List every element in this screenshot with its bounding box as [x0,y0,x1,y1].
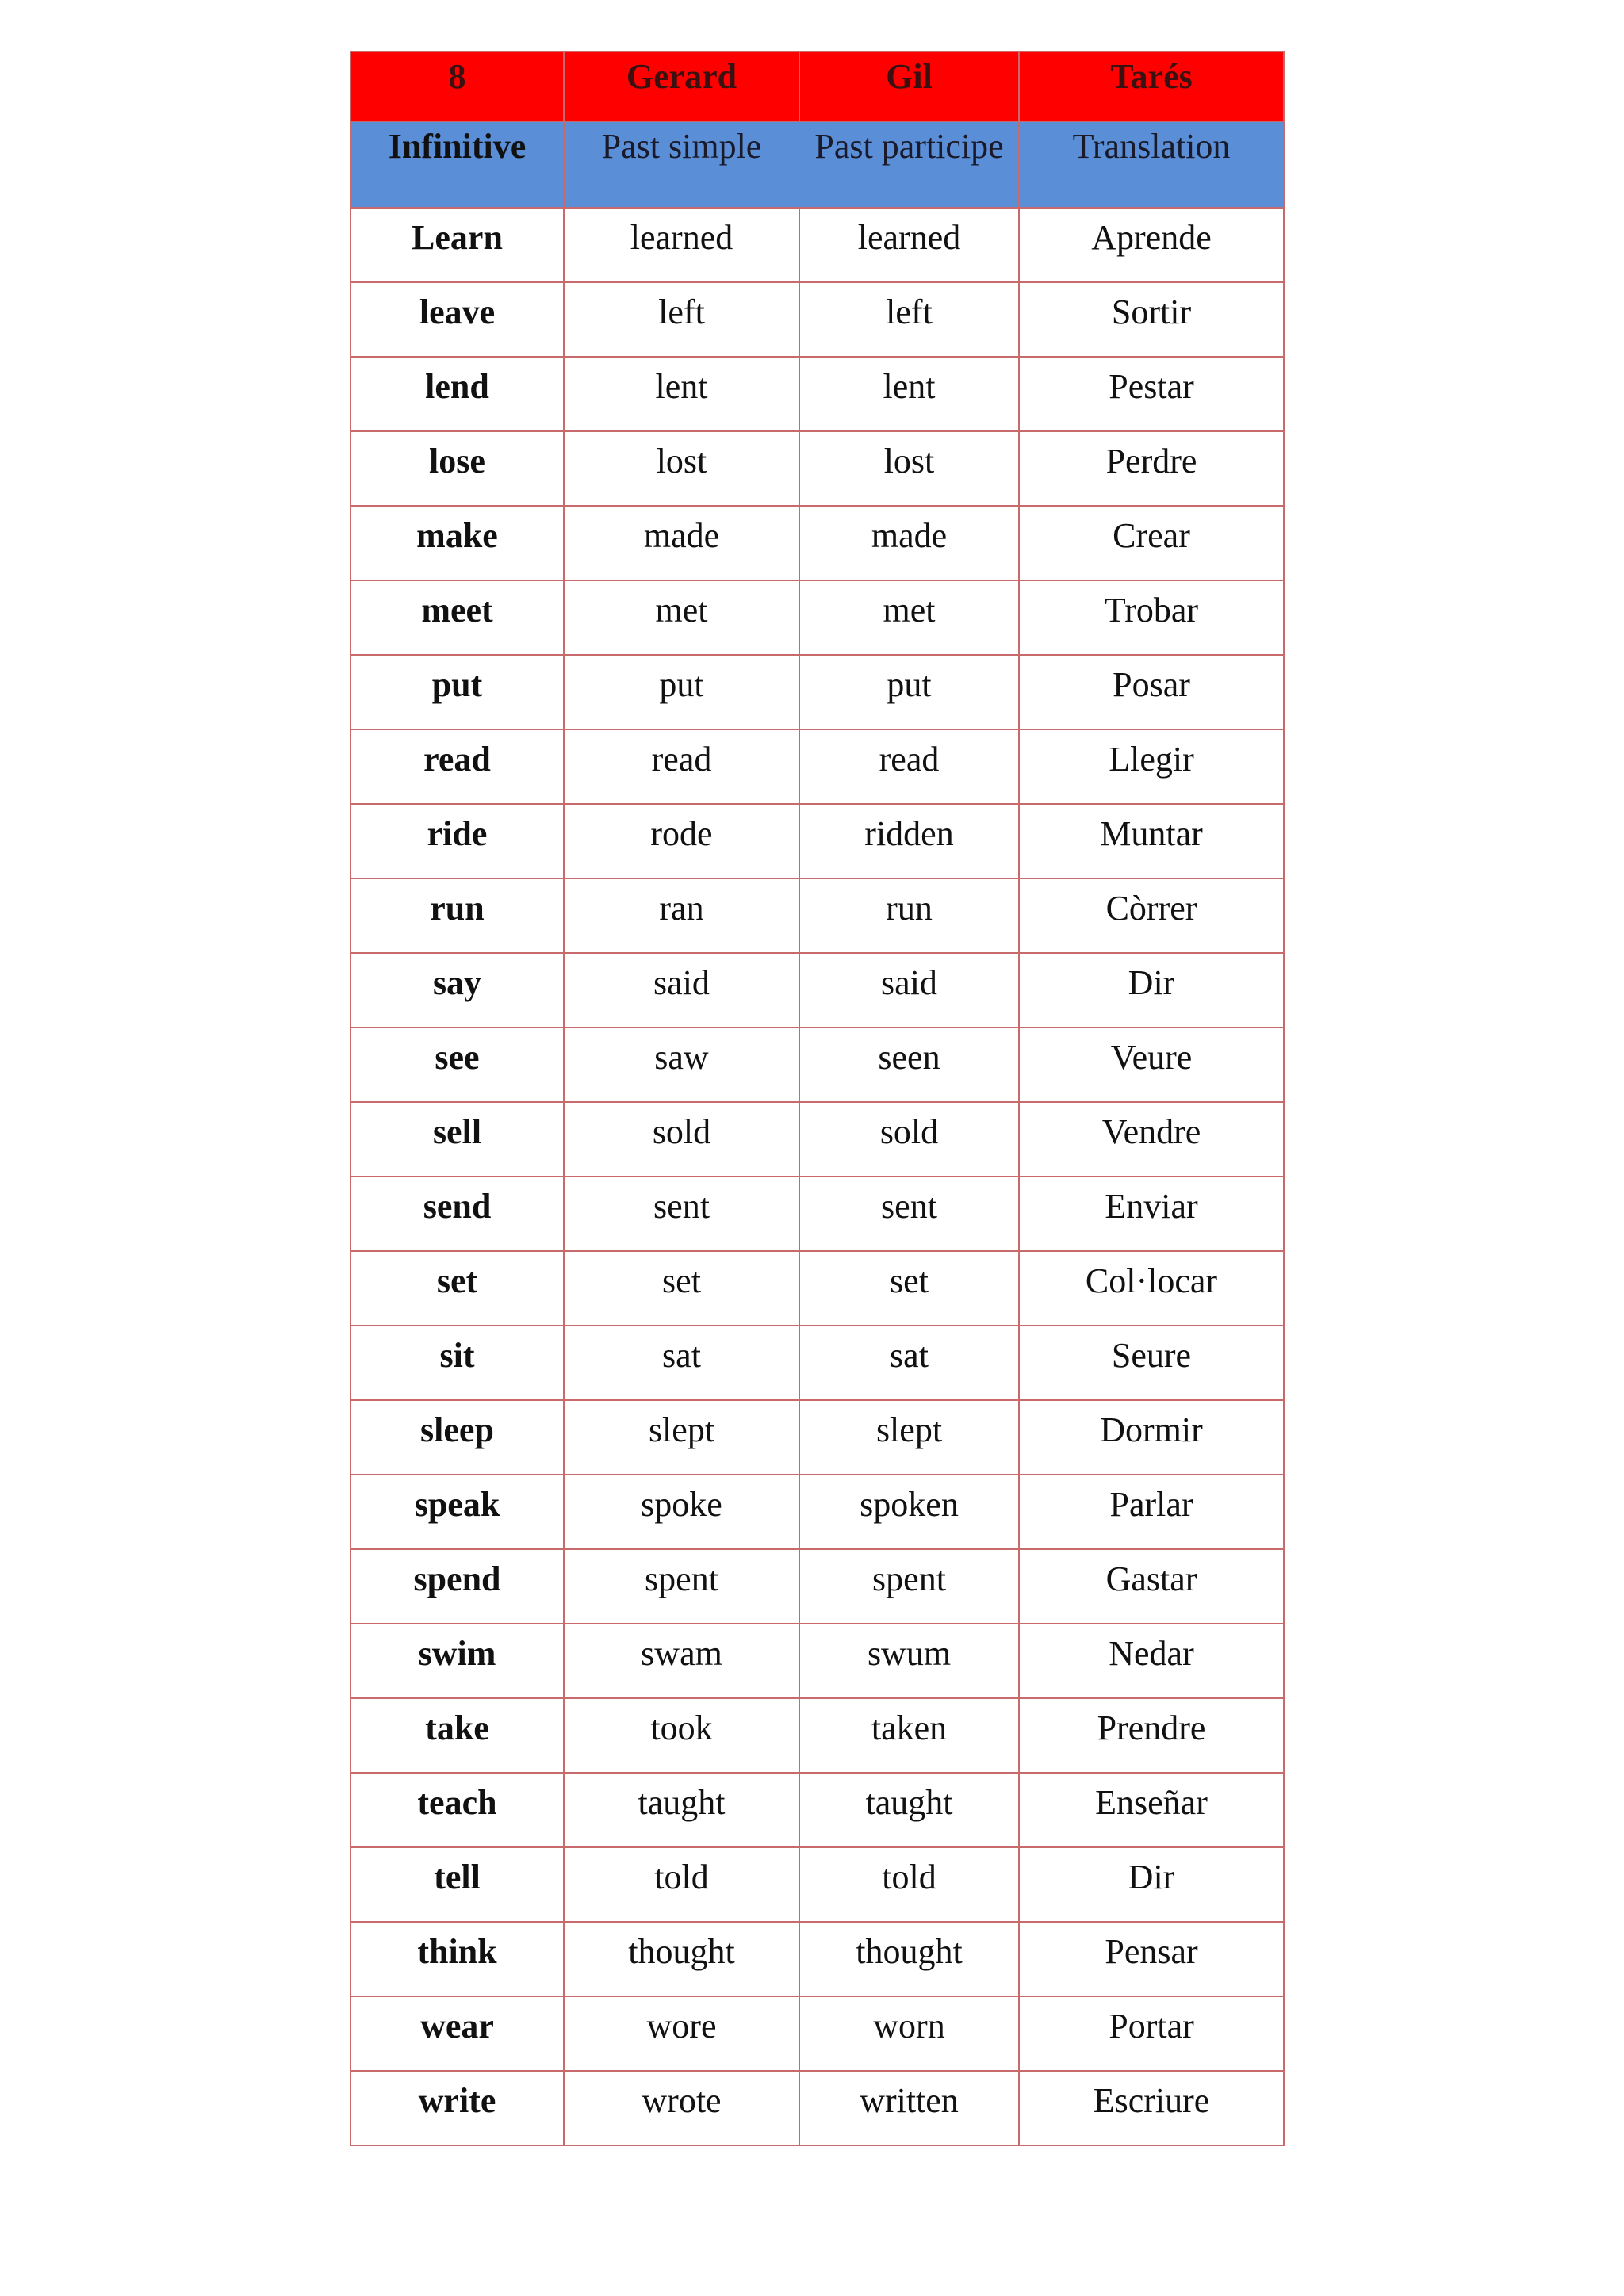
cell-infinitive: sell [350,1102,564,1177]
cell-past-simple: wore [564,1996,799,2071]
cell-past-simple: said [564,953,799,1027]
cell-translation: Perdre [1019,431,1284,506]
cell-infinitive: run [350,878,564,953]
cell-infinitive: lose [350,431,564,506]
cell-infinitive: tell [350,1847,564,1922]
cell-infinitive: read [350,729,564,804]
cell-infinitive: put [350,655,564,729]
table-row [350,1102,1284,1177]
cell-past-simple: sold [564,1102,799,1177]
cell-past-participle: ridden [799,804,1019,878]
cell-past-simple: met [564,580,799,655]
table-row [350,282,1284,357]
title-first-name: Gerard [564,52,799,121]
table-row [350,1549,1284,1624]
cell-past-simple: slept [564,1400,799,1475]
cell-infinitive: lend [350,357,564,431]
cell-past-participle: read [799,729,1019,804]
cell-past-simple: took [564,1698,799,1773]
cell-past-participle: made [799,506,1019,580]
cell-past-simple: saw [564,1027,799,1102]
cell-infinitive: ride [350,804,564,878]
cell-infinitive: speak [350,1475,564,1549]
table-row [350,804,1284,878]
cell-past-participle: run [799,878,1019,953]
cell-past-participle: spent [799,1549,1019,1624]
cell-infinitive: say [350,953,564,1027]
table-row [350,1698,1284,1773]
table-row [350,357,1284,431]
cell-past-participle: put [799,655,1019,729]
cell-translation: Dormir [1019,1400,1284,1475]
header-past-simple: Past simple [564,121,799,208]
cell-past-participle: lost [799,431,1019,506]
table-row [350,431,1284,506]
cell-infinitive: sleep [350,1400,564,1475]
cell-past-participle: learned [799,208,1019,282]
table-row [350,729,1284,804]
cell-past-participle: sent [799,1177,1019,1251]
cell-past-simple: sent [564,1177,799,1251]
cell-translation: Aprende [1019,208,1284,282]
table-row [350,1027,1284,1102]
title-surname-1: Gil [799,52,1019,121]
cell-translation: Còrrer [1019,878,1284,953]
table-row [350,1847,1284,1922]
cell-translation: Vendre [1019,1102,1284,1177]
cell-translation: Enviar [1019,1177,1284,1251]
cell-past-participle: said [799,953,1019,1027]
cell-past-simple: rode [564,804,799,878]
column-header-row [350,121,1284,208]
cell-past-simple: spent [564,1549,799,1624]
cell-past-participle: told [799,1847,1019,1922]
cell-past-simple: left [564,282,799,357]
table-row [350,1624,1284,1698]
cell-past-participle: seen [799,1027,1019,1102]
cell-infinitive: spend [350,1549,564,1624]
cell-infinitive: teach [350,1773,564,1847]
table-row [350,580,1284,655]
cell-past-simple: lost [564,431,799,506]
table-row [350,1177,1284,1251]
cell-past-simple: spoke [564,1475,799,1549]
cell-infinitive: Learn [350,208,564,282]
cell-past-simple: wrote [564,2071,799,2145]
cell-past-participle: spoken [799,1475,1019,1549]
cell-translation: Col·locar [1019,1251,1284,1326]
cell-translation: Dir [1019,953,1284,1027]
cell-translation: Dir [1019,1847,1284,1922]
cell-translation: Trobar [1019,580,1284,655]
cell-infinitive: take [350,1698,564,1773]
cell-infinitive: sit [350,1326,564,1400]
cell-translation: Pestar [1019,357,1284,431]
cell-infinitive: leave [350,282,564,357]
table-row [350,655,1284,729]
cell-past-participle: taught [799,1773,1019,1847]
cell-translation: Sortir [1019,282,1284,357]
table-row [350,1475,1284,1549]
cell-translation: Prendre [1019,1698,1284,1773]
cell-infinitive: set [350,1251,564,1326]
cell-past-participle: swum [799,1624,1019,1698]
cell-infinitive: send [350,1177,564,1251]
cell-translation: Parlar [1019,1475,1284,1549]
cell-infinitive: wear [350,1996,564,2071]
table-row [350,1400,1284,1475]
cell-translation: Enseñar [1019,1773,1284,1847]
cell-past-simple: set [564,1251,799,1326]
table-row [350,1773,1284,1847]
cell-infinitive: swim [350,1624,564,1698]
cell-past-simple: swam [564,1624,799,1698]
verb-rows [350,208,1284,2145]
cell-past-participle: slept [799,1400,1019,1475]
cell-infinitive: make [350,506,564,580]
cell-translation: Veure [1019,1027,1284,1102]
cell-translation: Escriure [1019,2071,1284,2145]
cell-past-simple: thought [564,1922,799,1996]
cell-past-participle: left [799,282,1019,357]
table-row [350,1326,1284,1400]
cell-past-participle: met [799,580,1019,655]
cell-translation: Nedar [1019,1624,1284,1698]
table-row [350,208,1284,282]
cell-translation: Crear [1019,506,1284,580]
cell-past-simple: put [564,655,799,729]
cell-past-participle: taken [799,1698,1019,1773]
cell-translation: Llegir [1019,729,1284,804]
cell-past-simple: taught [564,1773,799,1847]
cell-past-simple: learned [564,208,799,282]
title-number: 8 [350,52,564,121]
table-row [350,953,1284,1027]
table-row [350,1251,1284,1326]
cell-translation: Posar [1019,655,1284,729]
cell-past-participle: sat [799,1326,1019,1400]
cell-past-simple: ran [564,878,799,953]
cell-past-simple: lent [564,357,799,431]
cell-translation: Pensar [1019,1922,1284,1996]
table-row [350,1922,1284,1996]
cell-past-participle: sold [799,1102,1019,1177]
cell-past-participle: thought [799,1922,1019,1996]
cell-translation: Portar [1019,1996,1284,2071]
cell-past-simple: made [564,506,799,580]
header-translation: Translation [1019,121,1284,208]
cell-past-participle: lent [799,357,1019,431]
cell-translation: Seure [1019,1326,1284,1400]
cell-translation: Gastar [1019,1549,1284,1624]
table-row [350,878,1284,953]
irregular-verbs-table [350,51,1285,2146]
cell-past-simple: read [564,729,799,804]
header-past-participle: Past participe [799,121,1019,208]
title-surname-2: Tarés [1019,52,1284,121]
cell-infinitive: write [350,2071,564,2145]
cell-infinitive: meet [350,580,564,655]
cell-past-participle: worn [799,1996,1019,2071]
cell-past-participle: set [799,1251,1019,1326]
title-row [350,52,1284,121]
table-row [350,2071,1284,2145]
cell-past-simple: told [564,1847,799,1922]
cell-infinitive: think [350,1922,564,1996]
cell-translation: Muntar [1019,804,1284,878]
cell-past-participle: written [799,2071,1019,2145]
header-infinitive: Infinitive [350,121,564,208]
table-row [350,506,1284,580]
cell-past-simple: sat [564,1326,799,1400]
table-row [350,1996,1284,2071]
cell-infinitive: see [350,1027,564,1102]
